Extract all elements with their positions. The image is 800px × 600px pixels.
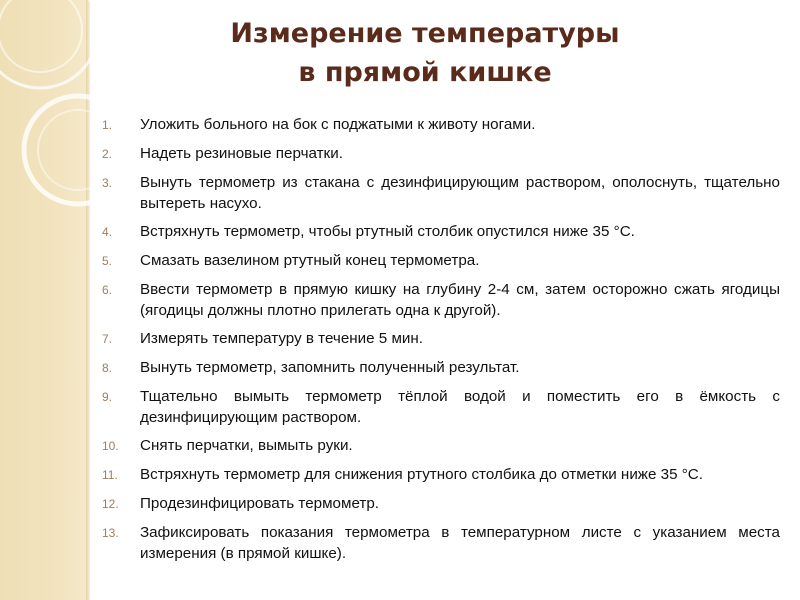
title-line-1: Измерение температуры [230, 18, 620, 49]
list-item-number: 5. [102, 254, 113, 268]
list-item [102, 493, 780, 515]
list-item-number: 2. [102, 147, 113, 161]
list-item-text: Зафиксировать показания термометра в температурном листе с указанием места измерения (в прямой кишке). [140, 524, 780, 562]
list-item-text: Надеть резиновые перчатки. [140, 145, 343, 162]
list-item-number: 9. [102, 390, 113, 404]
list-item [102, 328, 780, 350]
list-item [102, 522, 780, 564]
list-item [102, 221, 780, 243]
list-item [102, 464, 780, 486]
list-item-text: Снять перчатки, вымыть руки. [140, 437, 353, 454]
list-item-number: 12. [102, 497, 119, 511]
list-item-number: 8. [102, 361, 113, 375]
list-item-text: Вынуть термометр, запомнить полученный результат. [140, 359, 520, 376]
list-item-number: 10. [102, 439, 119, 453]
list-item-text: Тщательно вымыть термометр тёплой водой и поместить его в ёмкость с дезинфицирующим раствором. [140, 388, 780, 426]
list-item-text: Встряхнуть термометр для снижения ртутного столбика до отметки ниже 35 °С. [140, 466, 703, 483]
list-item [102, 143, 780, 165]
list-item-text: Ввести термометр в прямую кишку на глубину 2-4 см, затем осторожно сжать ягодицы (ягодицы должны плотно прилегать одна к другой). [140, 281, 780, 319]
list-item-text: Смазать вазелином ртутный конец термометра. [140, 252, 480, 269]
list-item-text: Измерять температуру в течение 5 мин. [140, 330, 424, 347]
list-item [102, 250, 780, 272]
list-item [102, 435, 780, 457]
list-item [102, 172, 780, 214]
list-item [102, 386, 780, 428]
list-item-number: 11. [102, 468, 118, 482]
page-title [110, 14, 740, 92]
list-item-number: 3. [102, 176, 113, 190]
list-item [102, 279, 780, 321]
list-item [102, 114, 780, 136]
list-item-text: Уложить больного на бок с поджатыми к животу ногами. [140, 116, 536, 133]
list-item-text: Продезинфицировать термометр. [140, 495, 380, 512]
list-item [102, 357, 780, 379]
list-item-text: Вынуть термометр из стакана с дезинфицирующим раствором, ополоснуть, тщательно вытереть насухо. [140, 174, 780, 212]
list-item-number: 6. [102, 283, 113, 297]
steps-list [102, 114, 780, 571]
list-item-number: 4. [102, 225, 113, 239]
list-item-number: 1. [102, 118, 113, 132]
title-line-2: в прямой кишке [298, 57, 552, 88]
list-item-number: 13. [102, 526, 119, 540]
list-item-text: Встряхнуть термометр, чтобы ртутный столбик опустился ниже 35 °С. [140, 223, 635, 240]
list-item-number: 7. [102, 332, 113, 346]
